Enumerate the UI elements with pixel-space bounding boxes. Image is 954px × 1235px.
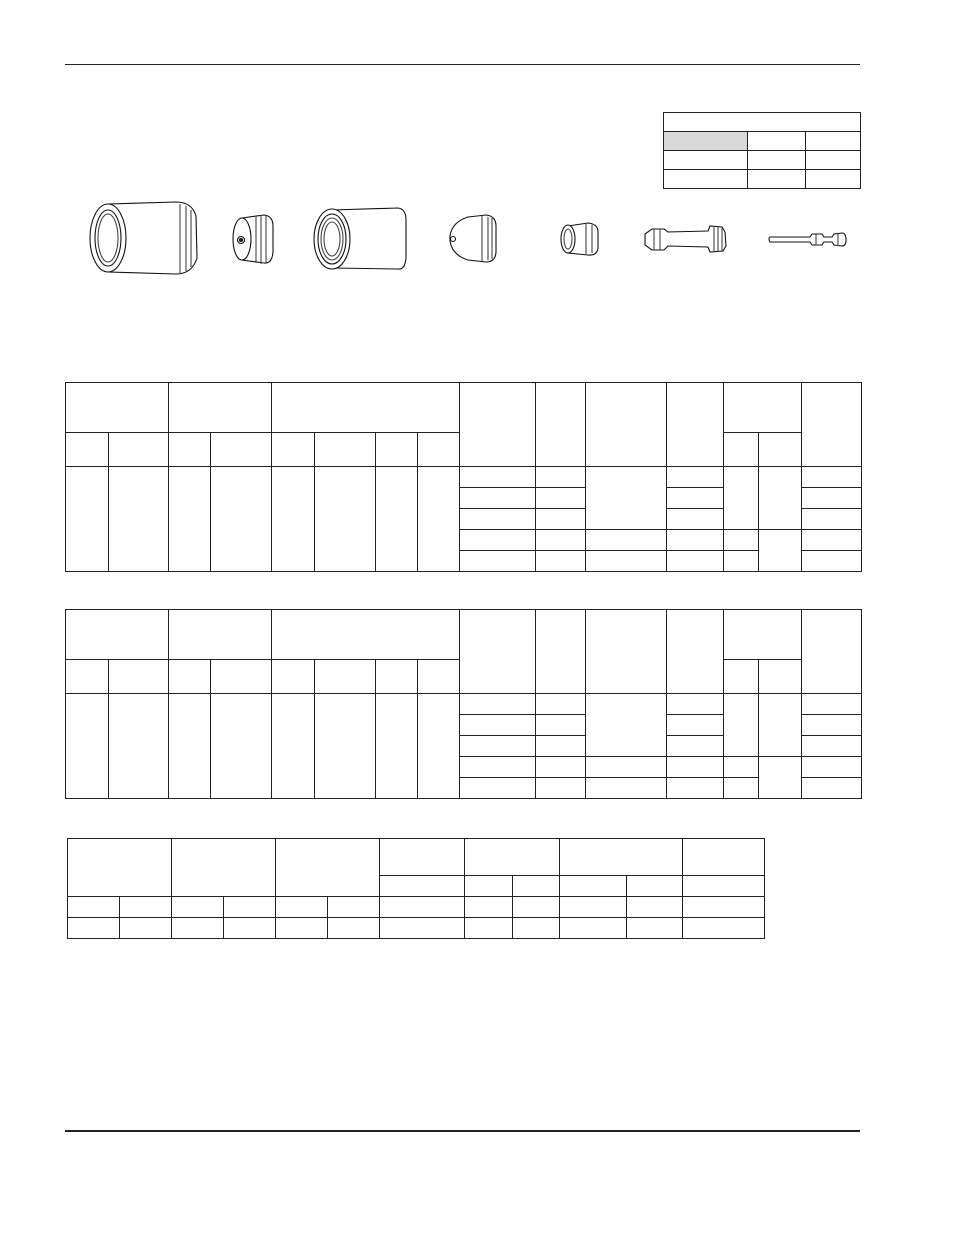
legend-row (664, 151, 861, 170)
subheader-cell (109, 660, 169, 694)
table-cell (759, 757, 802, 799)
header-cell (802, 383, 862, 467)
table-cell (169, 467, 211, 572)
table-cell (724, 551, 759, 572)
table-cell (536, 736, 586, 757)
swirl-ring-icon (561, 223, 598, 255)
table-cell (460, 757, 536, 778)
table-cell (169, 694, 211, 799)
table-cell (460, 509, 536, 530)
process-table-2 (65, 609, 862, 799)
table-cell (460, 694, 536, 715)
table-cell (66, 694, 109, 799)
table-cell (536, 488, 586, 509)
electrode-icon (645, 226, 726, 252)
subheader-cell (272, 660, 315, 694)
table-cell (172, 897, 224, 918)
subheader-cell (683, 876, 765, 897)
table-cell (328, 918, 380, 939)
table-cell (460, 715, 536, 736)
table-cell (380, 897, 465, 918)
header-cell (667, 610, 724, 694)
table-cell (120, 897, 172, 918)
header-cell (802, 610, 862, 694)
table-cell (66, 467, 109, 572)
legend-cell (748, 151, 806, 170)
table-cell (759, 467, 802, 530)
legend-row (664, 170, 861, 189)
subheader-cell (724, 433, 759, 467)
table-cell (759, 530, 802, 572)
subheader-cell (759, 660, 802, 694)
retaining-cap-icon (314, 208, 406, 269)
legend-col-2 (806, 132, 861, 151)
legend-table (663, 112, 861, 189)
table-cell (328, 897, 380, 918)
header-cell (560, 839, 683, 876)
header-cell (380, 839, 465, 876)
subheader-cell (380, 876, 465, 897)
legend-cell (806, 170, 861, 189)
header-cell (172, 839, 276, 897)
header-cell (683, 839, 765, 876)
footer-rule (65, 1130, 860, 1132)
table-cell (513, 897, 560, 918)
table-cell (667, 551, 724, 572)
table-cell (586, 778, 667, 799)
summary-table (67, 838, 765, 939)
legend-cell (748, 170, 806, 189)
table-cell (536, 530, 586, 551)
table-header-row (66, 383, 862, 433)
table-cell (460, 467, 536, 488)
subheader-cell (724, 660, 759, 694)
table-cell (513, 918, 560, 939)
legend-column-row (664, 132, 861, 151)
table-cell (802, 715, 862, 736)
table-cell (802, 467, 862, 488)
header-cell (68, 839, 172, 897)
header-cell (536, 383, 586, 467)
header-cell (586, 383, 667, 467)
legend-col-0 (664, 132, 748, 151)
table-cell (211, 694, 272, 799)
table-cell (376, 694, 418, 799)
table-cell (109, 467, 169, 572)
table-cell (759, 694, 802, 757)
table-cell (802, 530, 862, 551)
table-cell (802, 757, 862, 778)
subheader-cell (759, 433, 802, 467)
consumable-parts-strip (80, 196, 870, 282)
table-cell (802, 551, 862, 572)
table-cell (109, 694, 169, 799)
table-cell (586, 530, 667, 551)
legend-cell (806, 151, 861, 170)
table-cell (460, 551, 536, 572)
table-cell (667, 509, 724, 530)
header-cell (586, 610, 667, 694)
table-cell (560, 918, 627, 939)
header-cell (724, 383, 802, 433)
table-cell (667, 736, 724, 757)
table-cell (376, 467, 418, 572)
header-cell (66, 610, 169, 660)
table-cell (315, 467, 376, 572)
table-cell (465, 897, 513, 918)
nozzle-icon (450, 215, 496, 262)
legend-header-cell (664, 113, 861, 132)
table-row (68, 918, 765, 939)
subheader-cell (211, 433, 272, 467)
subheader-cell (211, 660, 272, 694)
table-cell (724, 467, 759, 530)
table-cell (536, 694, 586, 715)
table-cell (627, 918, 683, 939)
table-row (66, 694, 862, 715)
table-cell (172, 918, 224, 939)
table-cell (120, 918, 172, 939)
table-cell (460, 736, 536, 757)
table-cell (68, 918, 120, 939)
table-cell (224, 918, 276, 939)
header-rule (65, 64, 860, 65)
table-cell (586, 551, 667, 572)
table-cell (802, 778, 862, 799)
table-cell (667, 757, 724, 778)
subheader-cell (376, 660, 418, 694)
table-cell (460, 530, 536, 551)
table-cell (211, 467, 272, 572)
header-cell (169, 610, 272, 660)
header-cell (667, 383, 724, 467)
subheader-cell (169, 660, 211, 694)
table-cell (272, 467, 315, 572)
subheader-cell (465, 876, 513, 897)
table-cell (536, 778, 586, 799)
table-cell (667, 530, 724, 551)
legend-cell (664, 151, 748, 170)
table-cell (724, 530, 759, 551)
table-cell (667, 467, 724, 488)
table-header-row (66, 610, 862, 660)
header-cell (66, 383, 169, 433)
table-cell (586, 757, 667, 778)
table-row (68, 897, 765, 918)
table-cell (536, 757, 586, 778)
table-cell (380, 918, 465, 939)
table-cell (724, 778, 759, 799)
table-cell (536, 551, 586, 572)
subheader-cell (272, 433, 315, 467)
subheader-cell (109, 433, 169, 467)
legend-header-row (664, 113, 861, 132)
table-cell (536, 509, 586, 530)
table-cell (68, 897, 120, 918)
subheader-cell (315, 433, 376, 467)
header-cell (276, 839, 380, 897)
table-cell (667, 694, 724, 715)
table-header-row (68, 839, 765, 876)
subheader-cell (560, 876, 627, 897)
table-cell (802, 736, 862, 757)
table-cell (315, 694, 376, 799)
header-cell (169, 383, 272, 433)
table-cell (460, 778, 536, 799)
header-cell (536, 610, 586, 694)
header-cell (272, 610, 460, 660)
table-cell (627, 897, 683, 918)
table-cell (724, 757, 759, 778)
table-cell (802, 694, 862, 715)
header-cell (465, 839, 560, 876)
subheader-cell (418, 433, 460, 467)
legend-cell (664, 170, 748, 189)
shield-cap-icon (90, 202, 197, 274)
table-cell (724, 694, 759, 757)
table-cell (465, 918, 513, 939)
table-cell (586, 467, 667, 530)
header-cell (460, 383, 536, 467)
subheader-cell (627, 876, 683, 897)
table-cell (667, 778, 724, 799)
table-cell (418, 467, 460, 572)
table-row (66, 467, 862, 488)
table-cell (418, 694, 460, 799)
table-cell (586, 694, 667, 757)
legend-col-1 (748, 132, 806, 151)
table-cell (536, 715, 586, 736)
process-table-1 (65, 382, 862, 572)
table-cell (683, 897, 765, 918)
header-cell (272, 383, 460, 433)
table-cell (560, 897, 627, 918)
header-cell (460, 610, 536, 694)
subheader-cell (315, 660, 376, 694)
table-cell (276, 897, 328, 918)
water-tube-icon (769, 233, 846, 246)
subheader-cell (66, 433, 109, 467)
subheader-cell (66, 660, 109, 694)
subheader-cell (418, 660, 460, 694)
table-cell (667, 488, 724, 509)
subheader-cell (513, 876, 560, 897)
table-cell (276, 918, 328, 939)
table-cell (224, 897, 276, 918)
header-cell (724, 610, 802, 660)
table-cell (802, 488, 862, 509)
subheader-cell (376, 433, 418, 467)
table-cell (460, 488, 536, 509)
table-cell (683, 918, 765, 939)
table-cell (802, 509, 862, 530)
table-cell (272, 694, 315, 799)
table-cell (536, 467, 586, 488)
subheader-cell (169, 433, 211, 467)
table-cell (667, 715, 724, 736)
shield-icon (233, 215, 273, 264)
